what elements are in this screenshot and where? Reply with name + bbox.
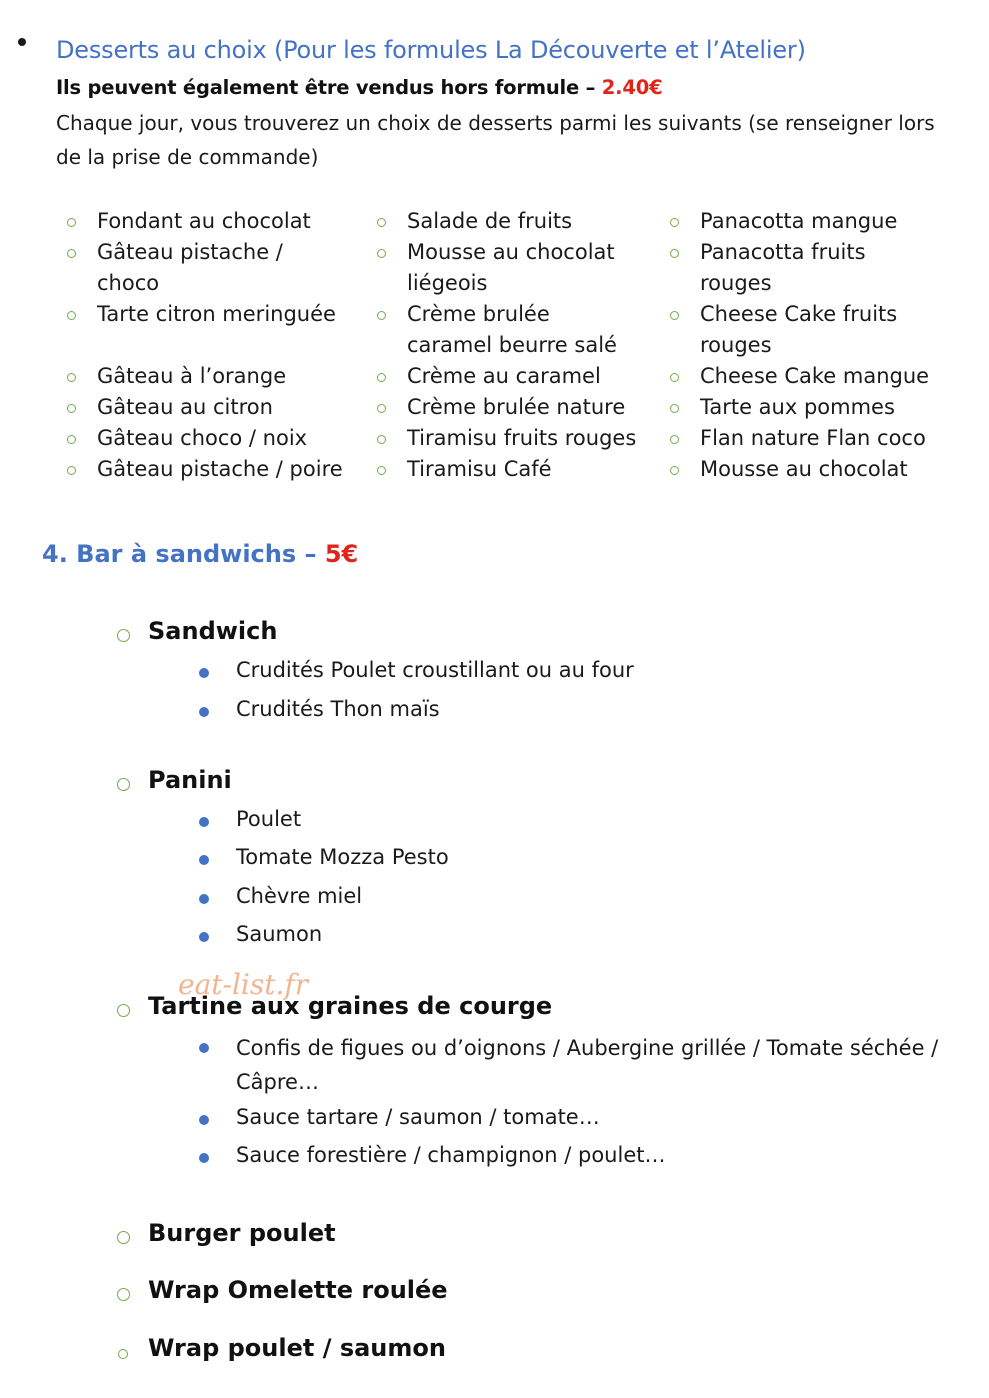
dessert-item: Cheese Cake fruits rouges bbox=[670, 299, 970, 361]
wrap-omelette-heading: Wrap Omelette roulée bbox=[148, 1276, 448, 1304]
circle-bullet-icon bbox=[117, 1231, 130, 1244]
bullet-dot-icon bbox=[199, 1153, 209, 1163]
section-bullet bbox=[18, 38, 26, 46]
dessert-item: Crème brulée nature bbox=[377, 392, 657, 423]
circle-bullet-icon bbox=[377, 218, 386, 227]
dessert-item: Fondant au chocolat bbox=[67, 206, 357, 237]
watermark: eat-list.fr bbox=[178, 968, 309, 1001]
circle-bullet-icon bbox=[67, 249, 76, 258]
bullet-dot-icon bbox=[199, 1115, 209, 1125]
circle-bullet-icon bbox=[377, 466, 386, 475]
circle-bullet-icon bbox=[377, 311, 386, 320]
circle-bullet-icon bbox=[67, 404, 76, 413]
circle-bullet-icon bbox=[670, 435, 679, 444]
circle-bullet-icon bbox=[67, 435, 76, 444]
dessert-item: Gâteau pistache / poire bbox=[67, 454, 357, 485]
circle-bullet-icon bbox=[670, 373, 679, 382]
circle-bullet-icon bbox=[117, 1288, 130, 1301]
bullet-dot-icon bbox=[199, 1043, 209, 1053]
circle-bullet-icon bbox=[377, 373, 386, 382]
tartine-item: Confis de figues ou d’oignons / Aubergine grillée / Tomate séchée / Câpre… bbox=[236, 1036, 939, 1094]
dessert-item: Panacotta fruits rouges bbox=[670, 237, 970, 299]
dessert-item: Tiramisu fruits rouges bbox=[377, 423, 657, 454]
wrap-poulet-heading: Wrap poulet / saumon bbox=[148, 1334, 446, 1362]
dessert-item: Tarte citron meringuée bbox=[67, 299, 357, 361]
dessert-column-2 bbox=[377, 206, 657, 485]
sandwich-item: Crudités Thon maïs bbox=[236, 697, 440, 721]
dessert-item: Gâteau à l’orange bbox=[67, 361, 357, 392]
bullet-dot-icon bbox=[199, 817, 209, 827]
dessert-column-3 bbox=[670, 206, 970, 485]
dessert-item: Gâteau au citron bbox=[67, 392, 357, 423]
circle-bullet-icon bbox=[670, 404, 679, 413]
panini-item: Chèvre miel bbox=[236, 884, 363, 908]
panini-item: Poulet bbox=[236, 807, 302, 831]
tartine-item: Sauce forestière / champignon / poulet… bbox=[236, 1143, 666, 1167]
bar-title bbox=[42, 540, 358, 568]
bullet-dot-icon bbox=[199, 707, 209, 717]
sandwich-item: Crudités Poulet croustillant ou au four bbox=[236, 658, 634, 682]
circle-bullet-icon bbox=[117, 778, 130, 791]
dessert-item: Crème brulée caramel beurre salé bbox=[377, 299, 657, 361]
dessert-item: Mousse au chocolat liégeois bbox=[377, 237, 657, 299]
circle-bullet-icon bbox=[67, 218, 76, 227]
dessert-item: Cheese Cake mangue bbox=[670, 361, 970, 392]
bullet-dot-icon bbox=[199, 668, 209, 678]
burger-heading: Burger poulet bbox=[148, 1219, 336, 1247]
panini-item: Saumon bbox=[236, 922, 323, 946]
dessert-item: Gâteau pistache / choco bbox=[67, 237, 357, 299]
bar-price: 5€ bbox=[324, 540, 359, 568]
circle-bullet-icon bbox=[377, 435, 386, 444]
dessert-item: Mousse au chocolat bbox=[670, 454, 970, 485]
dessert-item: Gâteau choco / noix bbox=[67, 423, 357, 454]
desserts-intro: Chaque jour, vous trouverez un choix de desserts parmi les suivants (se renseigner lors de la prise de commande) bbox=[56, 111, 935, 169]
subtitle-text: Ils peuvent également être vendus hors formule – bbox=[56, 76, 602, 99]
dessert-item: Crème au caramel bbox=[377, 361, 657, 392]
circle-bullet-icon bbox=[670, 249, 679, 258]
circle-bullet-icon bbox=[377, 404, 386, 413]
bullet-dot-icon bbox=[199, 855, 209, 865]
circle-bullet-icon bbox=[67, 311, 76, 320]
bar-title-text: 4. Bar à sandwichs – bbox=[42, 540, 325, 568]
circle-bullet-icon bbox=[670, 311, 679, 320]
circle-bullet-icon bbox=[377, 249, 386, 258]
circle-bullet-icon bbox=[118, 1349, 128, 1359]
dessert-price: 2.40€ bbox=[601, 76, 663, 99]
circle-bullet-icon bbox=[117, 629, 130, 642]
desserts-title: Desserts au choix (Pour les formules La Découverte et l’Atelier) bbox=[56, 36, 806, 64]
tartine-heading: Tartine aux graines de courge bbox=[148, 992, 553, 1020]
circle-bullet-icon bbox=[67, 373, 76, 382]
circle-bullet-icon bbox=[670, 218, 679, 227]
dessert-item: Salade de fruits bbox=[377, 206, 657, 237]
panini-item: Tomate Mozza Pesto bbox=[236, 845, 449, 869]
dessert-column-1 bbox=[67, 206, 357, 485]
dessert-item: Tiramisu Café bbox=[377, 454, 657, 485]
tartine-item: Sauce tartare / saumon / tomate… bbox=[236, 1105, 600, 1129]
dessert-item: Panacotta mangue bbox=[670, 206, 970, 237]
dessert-item: Flan nature Flan coco bbox=[670, 423, 970, 454]
panini-heading: Panini bbox=[148, 766, 232, 794]
circle-bullet-icon bbox=[67, 466, 76, 475]
bullet-dot-icon bbox=[199, 894, 209, 904]
desserts-subtitle bbox=[56, 76, 662, 99]
circle-bullet-icon bbox=[117, 1004, 130, 1017]
bullet-dot-icon bbox=[199, 932, 209, 942]
circle-bullet-icon bbox=[670, 466, 679, 475]
dessert-item: Tarte aux pommes bbox=[670, 392, 970, 423]
sandwich-heading: Sandwich bbox=[148, 617, 278, 645]
